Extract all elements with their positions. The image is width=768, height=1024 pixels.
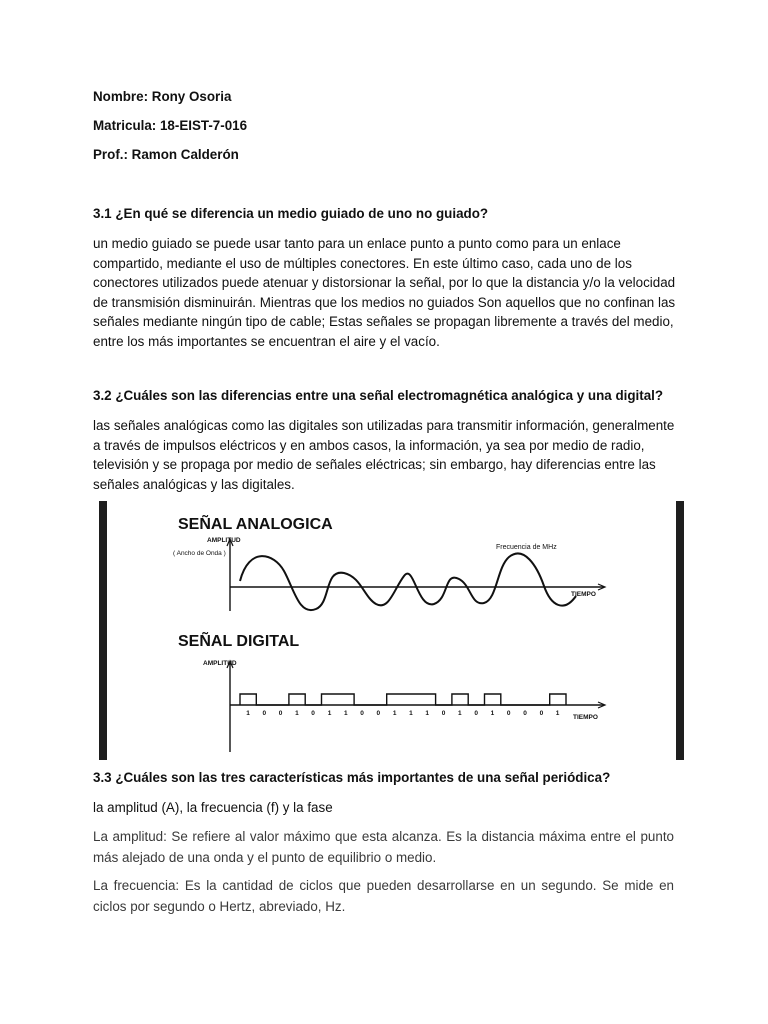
bit-label: 0 — [360, 710, 364, 717]
answer-3-3: la amplitud (A), la frecuencia (f) y la fase — [93, 800, 333, 815]
digital-title: SEÑAL DIGITAL — [178, 633, 300, 650]
bit-label: 1 — [327, 710, 332, 717]
digital-ylabel: AMPLITUD — [203, 660, 237, 667]
signal-diagram — [99, 501, 684, 760]
bit-label: 1 — [392, 710, 397, 717]
bit-labels — [246, 710, 560, 717]
professor: Prof.: Ramon Calderón — [93, 147, 239, 162]
right-border-bar — [676, 501, 684, 760]
bit-label: 1 — [344, 710, 348, 717]
analog-ylabel: AMPLITUD — [207, 537, 241, 544]
bit-label: 0 — [441, 710, 446, 717]
bit-label: 0 — [539, 710, 544, 717]
answer-3-1: un medio guiado se puede usar tanto para un enlace punto a punto como para un enlace compartido, mediante el uso de múltiples conectores. En este último caso, cada uno de los conectores utilizados puede atenuar y distorsionar la señal, por lo que la distancia y/o la velocidad de transmisión disminuirán. Mientras que los medios no guiados Son aquellos que no confinan las señales mediante ningún tipo de cable; Estas señales se propagan libremente a través del medio, entre los más importantes se encuentran el aire y el vacío. — [93, 236, 676, 349]
question-3-2: 3.2 ¿Cuáles son las diferencias entre una señal electromagnética analógica y una digital? — [93, 388, 664, 403]
student-id: Matricula: 18-EIST-7-016 — [93, 118, 248, 133]
question-3-3: 3.3 ¿Cuáles son las tres características más importantes de una señal periódica? — [93, 770, 611, 785]
left-border-bar — [99, 501, 107, 760]
digital-xlabel: TIEMPO — [573, 714, 598, 721]
bit-label: 0 — [376, 710, 381, 717]
analog-freq-label: Frecuencia de MHz — [496, 544, 557, 551]
analog-wave — [240, 553, 576, 610]
analog-ysub: ( Ancho de Onda ) — [173, 550, 226, 557]
student-name: Nombre: Rony Osoria — [93, 89, 232, 104]
frequency-definition: La frecuencia: Es la cantidad de ciclos que pueden desarrollarse en un segundo. Se mide en ciclos por segundo o Hertz, abreviado, Hz. — [93, 878, 674, 914]
bit-label: 0 — [474, 710, 479, 717]
question-3-1: 3.1 ¿En qué se diferencia un medio guiado de uno no guiado? — [93, 206, 489, 221]
analog-xlabel: TIEMPO — [571, 591, 596, 598]
bit-label: 1 — [555, 710, 560, 717]
bit-label: 0 — [523, 710, 527, 717]
answer-3-2: las señales analógicas como las digitales son utilizadas para transmitir información, generalmente a través de impulsos eléctricos y en ambos casos, la información, ya sea por medio de radio, televisión y se propaga por medio de señales eléctricas; sin embargo, hay diferencias entre las señales analógicas y las digitales. — [93, 418, 675, 492]
bit-label: 1 — [295, 710, 299, 717]
bit-label: 0 — [262, 710, 267, 717]
bit-label: 1 — [458, 710, 462, 717]
bit-label: 0 — [278, 710, 283, 717]
bit-label: 1 — [409, 710, 413, 717]
bit-label: 1 — [490, 710, 495, 717]
digital-wave — [240, 694, 566, 705]
analog-title: SEÑAL ANALOGICA — [178, 516, 333, 533]
bit-label: 1 — [246, 710, 250, 717]
bit-label: 1 — [425, 710, 430, 717]
bit-label: 0 — [311, 710, 315, 717]
amplitude-definition: La amplitud: Se refiere al valor máximo que esta alcanza. Es la distancia máxima entre el punto más alejado de una onda y el punto de equilibrio o medio. — [93, 829, 674, 865]
bit-label: 0 — [506, 710, 511, 717]
